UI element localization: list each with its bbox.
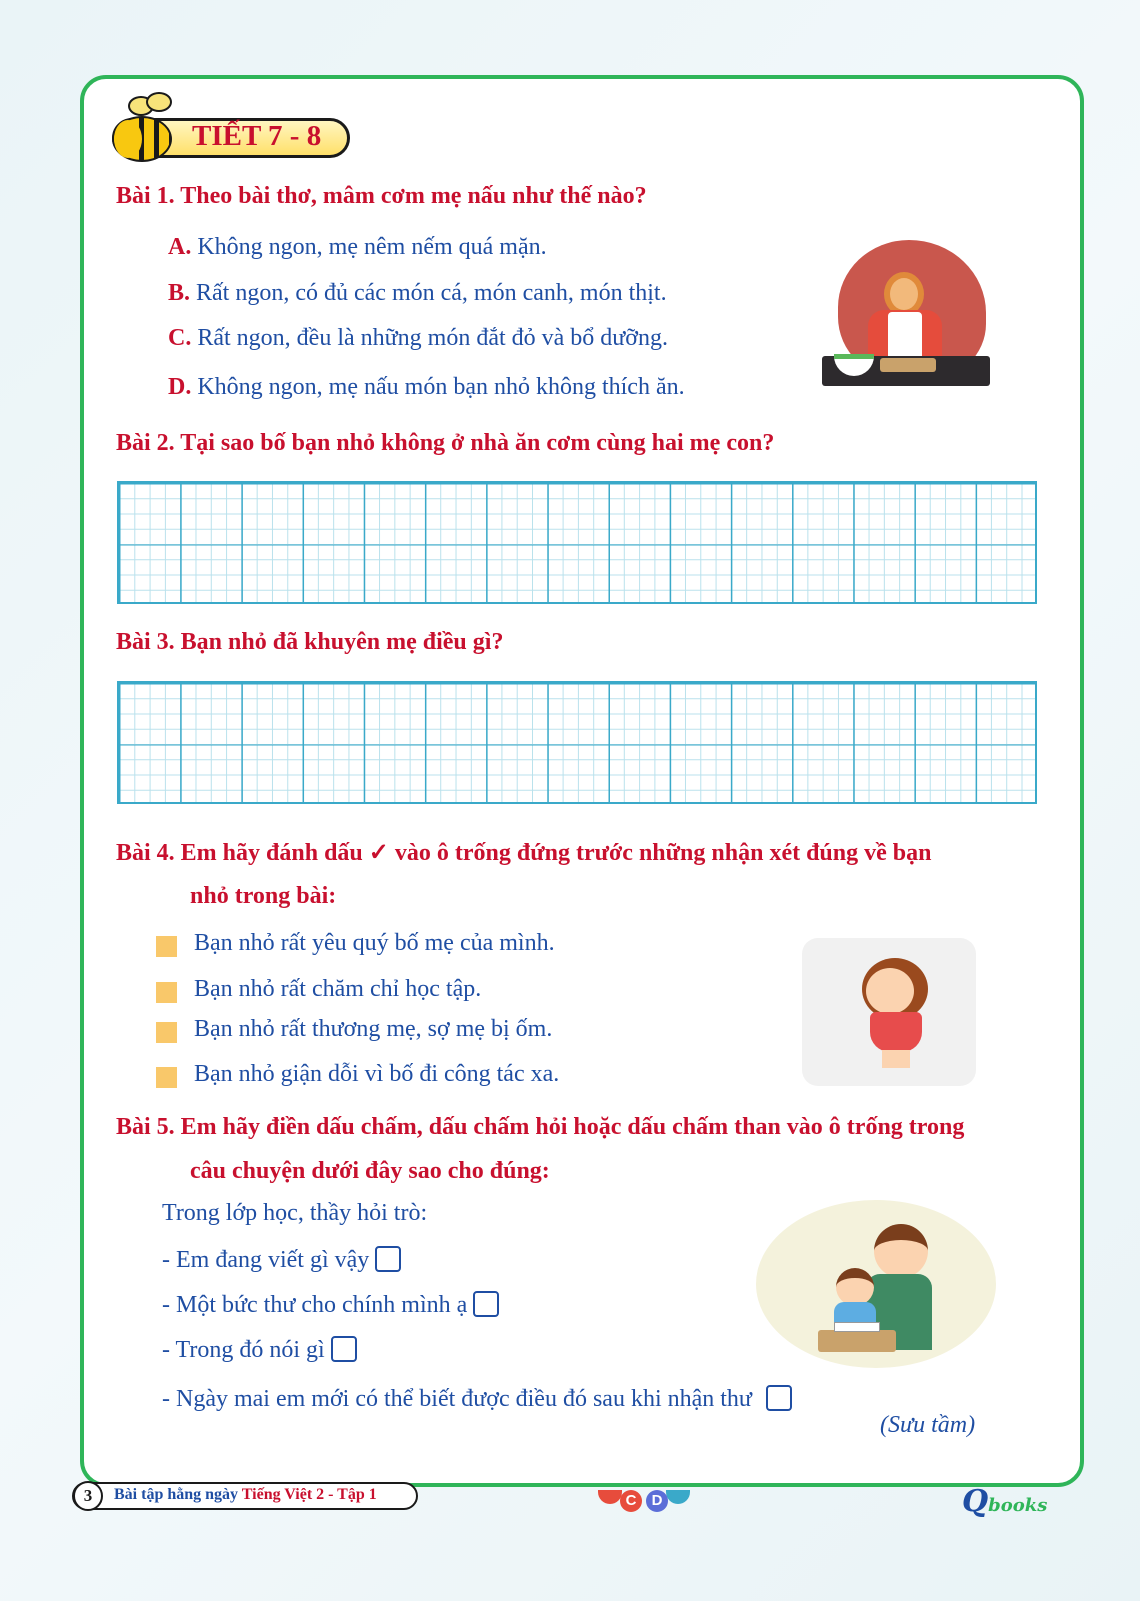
bai5-dialog-line xyxy=(162,1246,401,1274)
bai4-question-line1: Bài 4. Em hãy đánh dấu ✓ vào ô trống đứng trước những nhận xét đúng về bạn xyxy=(116,840,932,866)
bai1-option-a[interactable] xyxy=(168,234,547,261)
punctuation-blank[interactable] xyxy=(473,1291,499,1317)
option-letter: A. xyxy=(168,234,192,260)
checkbox[interactable] xyxy=(156,1067,177,1088)
punctuation-blank[interactable] xyxy=(331,1336,357,1362)
option-text: Không ngon, mẹ nêm nếm quá mặn. xyxy=(197,234,547,260)
desk xyxy=(818,1330,896,1352)
bee-wing-right-icon xyxy=(146,92,172,112)
checkbox[interactable] xyxy=(156,982,177,1003)
bai2-question: Bài 2. Tại sao bố bạn nhỏ không ở nhà ăn cơm cùng hai mẹ con? xyxy=(116,430,775,456)
bai1-option-d[interactable] xyxy=(168,374,685,401)
logo-wing-left-icon xyxy=(598,1490,622,1504)
girl-legs xyxy=(882,1050,910,1068)
cutting-board xyxy=(880,358,936,372)
book-title-suffix: Tiếng Việt 2 - Tập 1 xyxy=(241,1486,377,1503)
option-text: Rất ngon, có đủ các món cá, món canh, món thịt. xyxy=(196,280,667,306)
bai5-dialog-line xyxy=(162,1291,499,1319)
logo-books: books xyxy=(988,1495,1048,1516)
bai4-item-label: Bạn nhỏ rất thương mẹ, sợ mẹ bị ốm. xyxy=(194,1016,553,1042)
option-text: Rất ngon, đều là những món đắt đỏ và bổ dưỡng. xyxy=(197,325,668,351)
dialog-text: - Một bức thư cho chính mình ạ xyxy=(162,1292,468,1318)
teacher-head xyxy=(874,1224,928,1278)
student-head xyxy=(836,1268,874,1306)
dialog-text: - Ngày mai em mới có thể biết được điều đó sau khi nhận thư xyxy=(162,1386,752,1412)
bai4-item-label: Bạn nhỏ rất chăm chỉ học tập. xyxy=(194,976,482,1002)
option-letter: C. xyxy=(168,325,192,351)
option-letter: B. xyxy=(168,280,191,306)
book-title-prefix: Bài tập hằng ngày xyxy=(114,1486,239,1503)
checkbox[interactable] xyxy=(156,1022,177,1043)
option-letter: D. xyxy=(168,374,192,400)
bai1-option-c[interactable] xyxy=(168,325,668,352)
qbooks-logo xyxy=(962,1484,1047,1519)
bai2-writing-grid[interactable] xyxy=(117,481,1037,604)
bai1-option-b[interactable] xyxy=(168,280,667,307)
bai4-question-line2: nhỏ trong bài: xyxy=(190,883,337,909)
logo-wing-right-icon xyxy=(666,1490,690,1504)
logo-q: Q xyxy=(962,1484,989,1519)
page-number: 3 xyxy=(73,1481,103,1511)
bai5-dialog-line xyxy=(162,1385,792,1413)
punctuation-blank[interactable] xyxy=(375,1246,401,1272)
logo-letter-c: C xyxy=(620,1490,642,1512)
bee-face-icon xyxy=(114,120,142,158)
girl-face xyxy=(866,968,914,1014)
bai3-writing-grid[interactable] xyxy=(117,681,1037,804)
bai5-question-line1: Bài 5. Em hãy điền dấu chấm, dấu chấm hỏi hoặc dấu chấm than vào ô trống trong xyxy=(116,1114,965,1140)
dialog-text: - Em đang viết gì vậy xyxy=(162,1247,370,1273)
logo-letter-d: D xyxy=(646,1490,668,1512)
bai5-intro: Trong lớp học, thầy hỏi trò: xyxy=(162,1200,428,1226)
bai4-item-label: Bạn nhỏ rất yêu quý bố mẹ của mình. xyxy=(194,930,555,956)
open-book xyxy=(834,1322,880,1332)
punctuation-blank[interactable] xyxy=(766,1385,792,1411)
footer-book-title xyxy=(114,1486,377,1504)
bai1-question: Bài 1. Theo bài thơ, mâm cơm mẹ nấu như thế nào? xyxy=(116,183,647,209)
dialog-text: - Trong đó nói gì xyxy=(162,1337,325,1363)
bai5-question-line2: câu chuyện dưới đây sao cho đúng: xyxy=(190,1158,550,1184)
bai3-question: Bài 3. Bạn nhỏ đã khuyên mẹ điều gì? xyxy=(116,629,504,655)
lesson-title: TIẾT 7 - 8 xyxy=(192,120,322,152)
bai4-item-label: Bạn nhỏ giận dỗi vì bố đi công tác xa. xyxy=(194,1061,560,1087)
story-source: (Sưu tầm) xyxy=(880,1412,976,1438)
girl-dress xyxy=(870,1012,922,1052)
checkbox[interactable] xyxy=(156,936,177,957)
option-text: Không ngon, mẹ nấu món bạn nhỏ không thích ăn. xyxy=(197,374,685,400)
bai5-dialog-line xyxy=(162,1336,357,1364)
